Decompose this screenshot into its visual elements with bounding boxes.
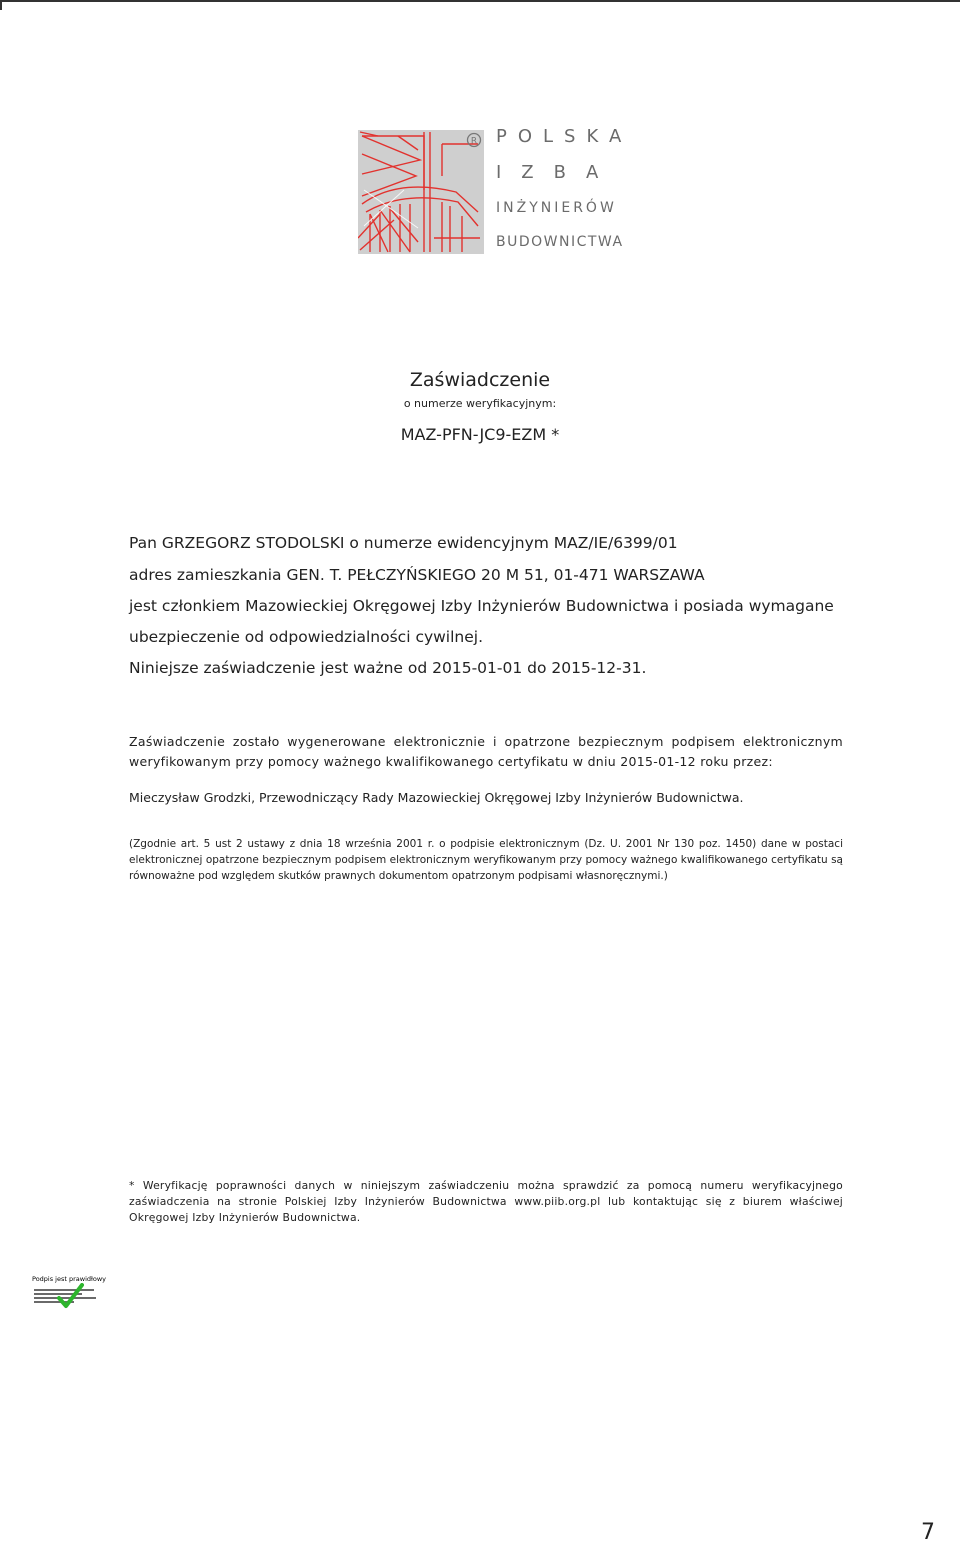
legal-note: (Zgodnie art. 5 ust 2 ustawy z dnia 18 września 2001 r. o podpisie elektronicznym (Dz. U. 2001 Nr 130 poz. 1450) dane w postaci elektronicznej opatrzone bezpiecznym podpisem elektronicznym weryfikowanym przy pomocy ważnego kwalifikowanego certyfikatu są równoważne pod względem skutków prawnych dokumentom opatrzonym podpisami własnoręcznymi.) [129, 838, 843, 882]
membership-line: jest członkiem Mazowieckiej Okręgowej Izby Inżynierów Budownictwa i posiada wymagane [129, 597, 834, 615]
logo-word-polska: POLSKA [496, 126, 633, 147]
signature-validity-stamp [32, 1275, 112, 1315]
verification-number: MAZ-PFN-JC9-EZM * [400, 425, 560, 444]
insurance-line: ubezpieczenie od odpowiedzialności cywilnej. [129, 628, 484, 646]
checkmark-icon [56, 1283, 84, 1309]
registered-mark-icon [466, 132, 482, 148]
signature-valid-label: Podpis jest prawidłowy [32, 1275, 106, 1283]
certificate-title: Zaświadczenie [409, 369, 551, 391]
page-number: 7 [921, 1520, 935, 1545]
piib-logo [358, 126, 633, 256]
signer-name: Mieczysław Grodzki, Przewodniczący Rady Mazowieckiej Okręgowej Izby Inżynierów Budownictwa. [129, 790, 744, 805]
logo-word-budownictwa: BUDOWNICTWA [496, 234, 624, 250]
member-address-line: adres zamieszkania GEN. T. PEŁCZYŃSKIEGO 20 M 51, 01-471 WARSZAWA [129, 566, 705, 584]
top-border-corner [0, 0, 2, 10]
logo-word-izba: IZBA [496, 162, 619, 183]
generation-note: Zaświadczenie zostało wygenerowane elektronicznie i opatrzone bezpiecznym podpisem elektronicznym weryfikowanym przy pomocy ważnego kwalifikowanego certyfikatu w dniu 2015-01-12 roku przez: [129, 734, 843, 769]
verification-footnote: * Weryfikację poprawności danych w niniejszym zaświadczeniu można sprawdzić za pomocą numeru weryfikacyjnego zaświadczenia na stronie Polskiej Izby Inżynierów Budownictwa www.piib.org.pl lub kontaktując się z biurem właściwej Okręgowej Izby Inżynierów Budownictwa. [129, 1179, 843, 1224]
piib-logo-graphic [358, 130, 484, 254]
logo-word-inzynierow: INŻYNIERÓW [496, 200, 617, 216]
svg-text:R: R [470, 136, 478, 147]
member-name-line: Pan GRZEGORZ STODOLSKI o numerze ewidencyjnym MAZ/IE/6399/01 [129, 534, 678, 552]
top-border-line [0, 0, 960, 2]
validity-line: Niniejsze zaświadczenie jest ważne od 2015-01-01 do 2015-12-31. [129, 659, 647, 677]
certificate-subtitle: o numerze weryfikacyjnym: [403, 397, 557, 410]
